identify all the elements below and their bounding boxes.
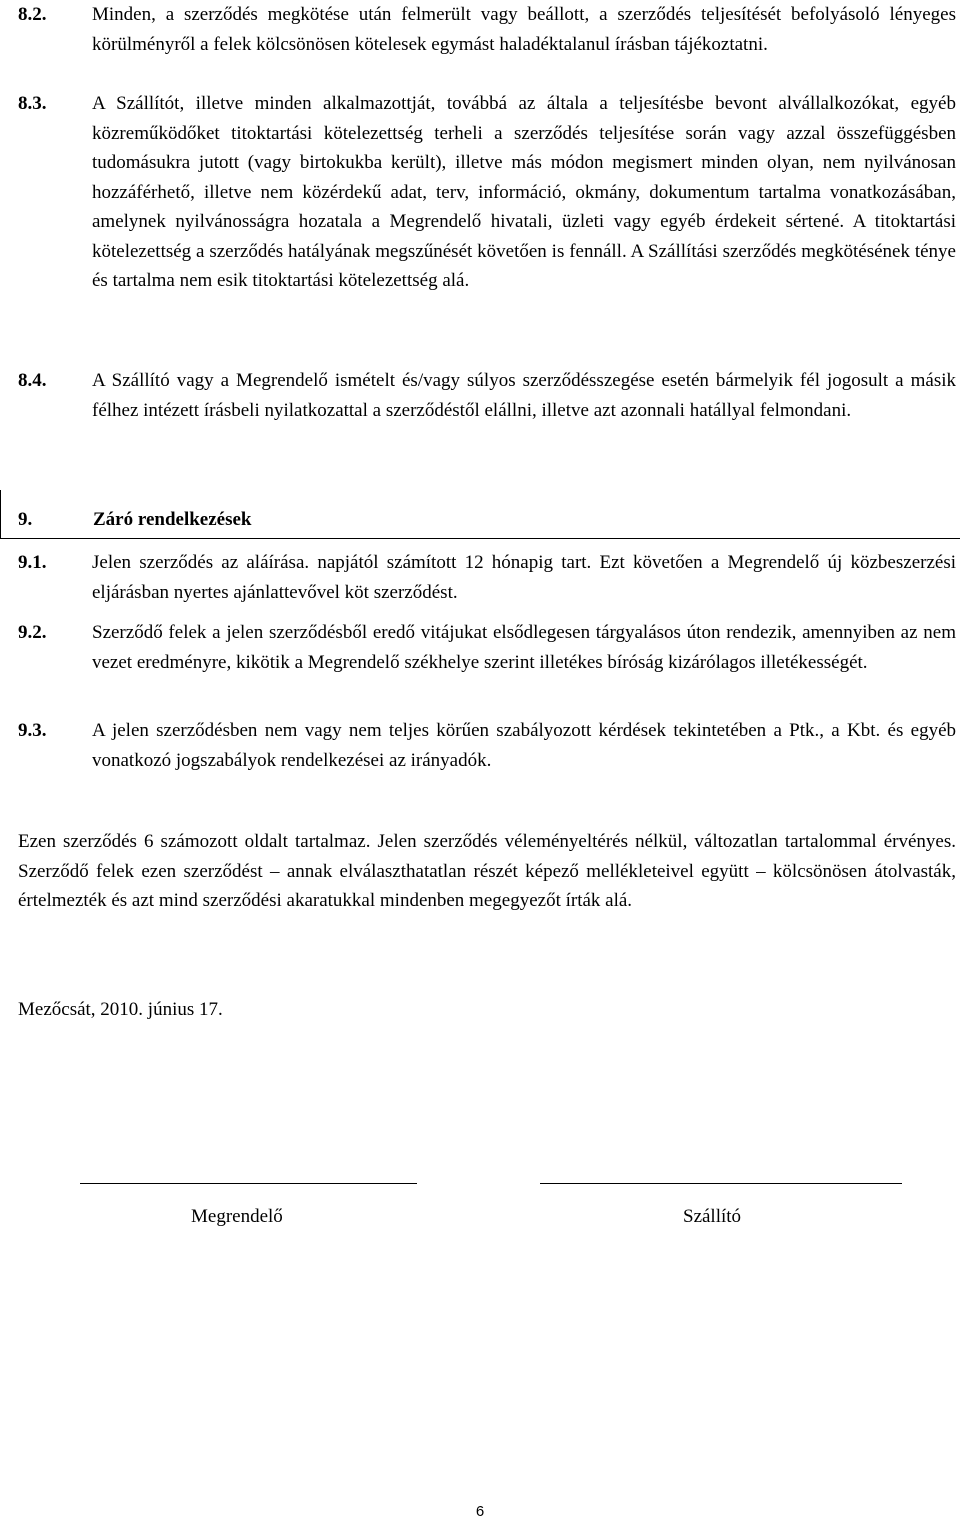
place-date: Mezőcsát, 2010. június 17. <box>18 999 223 1020</box>
clause-9-3 <box>18 716 956 775</box>
clause-8-2 <box>18 0 956 59</box>
signature-label-left: Megrendelő <box>191 1206 283 1227</box>
clause-number: 8.3. <box>18 93 47 114</box>
clause-number: 9.3. <box>18 720 47 741</box>
clause-text: A Szállító vagy a Megrendelő ismételt és/vagy súlyos szerződésszegése esetén bármelyik fél jogosult a másik félhez intézett írásbeli nyilatkozattal a szerződéstől elállni, illetve azt azonnali hatállyal felmondani. <box>92 370 956 421</box>
closing-paragraph: Ezen szerződés 6 számozott oldalt tartalmaz. Jelen szerződés véleményeltérés nélkül, változatlan tartalommal érvényes. Szerződő felek ezen szerződést – annak elválaszthatatlan részét képező mellékleteivel együtt – kölcsönösen átolvasták, értelmezték és azt mind szerződési akaratukkal mindenben megegyezőt írták alá. <box>18 831 956 911</box>
page-number: 6 <box>475 1503 485 1520</box>
section-number: 9. <box>18 509 33 530</box>
signature-line-left <box>80 1183 417 1184</box>
clause-8-3 <box>18 89 956 296</box>
clause-number: 9.1. <box>18 552 47 573</box>
clause-text: Szerződő felek a jelen szerződésből eredő vitájukat elsődlegesen tárgyalásos úton rendezik, amennyiben az nem vezet eredményre, kikötik a Megrendelő székhelye szerint illetékes bíróság kizárólagos illetékességét. <box>92 622 956 673</box>
clause-number: 8.4. <box>18 370 47 391</box>
clause-text: A Szállítót, illetve minden alkalmazottját, továbbá az általa a teljesítésbe bevont alvállalkozókat, egyéb közreműködőket titoktartási kötelezettség terheli a szerződés teljesítése során vagy azzal összefüggésben tudomásukra jutott (vagy birtokukba került), illetve más módon megismert minden olyan, nem nyilvánosan hozzáférhető, illetve nem közérdekű adat, terv, információ, okmány, dokumentum tartalma vonatkozásában, amelynek nyilvánosságra hozatala a Megrendelő hivatali, üzleti vagy egyéb érdekeit sértené. A titoktartási kötelezettség a szerződés hatályának megszűnését követően is fennáll. A Szállítási szerződés megkötésének ténye és tartalma nem esik titoktartási kötelezettség alá. <box>92 93 956 291</box>
clause-text: Minden, a szerződés megkötése után felmerült vagy beállott, a szerződés teljesítését befolyásoló lényeges körülményről a felek kölcsönösen kötelesek egymást haladéktalanul írásban tájékoztatni. <box>92 4 956 55</box>
clause-number: 8.2. <box>18 4 47 25</box>
signature-label-right: Szállító <box>683 1206 742 1227</box>
clause-8-4 <box>18 366 956 425</box>
signature-line-right <box>540 1183 902 1184</box>
clause-text: A jelen szerződésben nem vagy nem teljes körűen szabályozott kérdések tekintetében a Ptk., a Kbt. és egyéb vonatkozó jogszabályok rendelkezései az irányadók. <box>92 720 956 771</box>
clause-text: Jelen szerződés az aláírása. napjától számított 12 hónapig tart. Ezt követően a Megrendelő új közbeszerzési eljárásban nyertes ajánlattevővel köt szerződést. <box>92 552 956 603</box>
clause-number: 9.2. <box>18 622 47 643</box>
clause-9-2 <box>18 618 956 677</box>
section-title: Záró rendelkezések <box>93 509 252 530</box>
section-heading <box>0 490 960 539</box>
clause-9-1 <box>18 548 956 607</box>
